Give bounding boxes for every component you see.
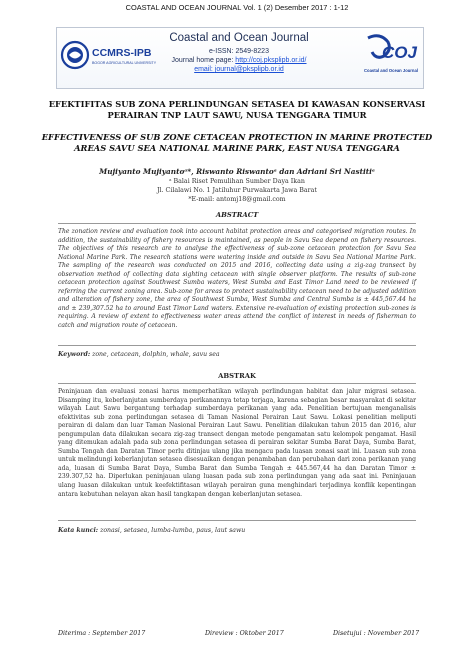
date-reviewed: Direview : Oktober 2017 bbox=[205, 630, 284, 637]
title-english-line1: EFFECTIVENESS OF SUB ZONE CETACEAN PROTECTION IN MARINE PROTECTED bbox=[41, 132, 433, 142]
email-link[interactable]: journal@pksplipb.or.id bbox=[214, 66, 284, 73]
coj-logo-text: COJ bbox=[382, 43, 417, 62]
date-received: Diterima : September 2017 bbox=[58, 630, 146, 637]
abstract-bottom-rule bbox=[58, 345, 416, 346]
katakunci-value: zonasi, setasea, lumba-lumba, paus, laut sawu bbox=[98, 527, 246, 534]
abstract-top-rule bbox=[58, 223, 416, 224]
abstract-heading: ABSTRACT bbox=[215, 211, 259, 219]
coj-logo bbox=[362, 30, 420, 84]
abstrak-heading: ABSTRAK bbox=[218, 372, 256, 380]
date-accepted: Disetujui : November 2017 bbox=[333, 630, 420, 637]
keywords-value: zone, cetacean, dolphin, whale, savu sea bbox=[90, 351, 220, 358]
journal-email bbox=[150, 66, 328, 73]
title-indonesian-line1: EFEKTIFITAS SUB ZONA PERLINDUNGAN SETASEA DI KAWASAN KONSERVASI bbox=[48, 99, 426, 109]
running-head: COASTAL AND OCEAN JOURNAL Vol. 1 (2) Desember 2017 : 1-12 bbox=[125, 3, 349, 12]
abstrak-top-rule bbox=[58, 383, 416, 384]
ccmrs-logo-text: CCMRS-IPB bbox=[92, 47, 152, 59]
katakunci-line bbox=[58, 527, 416, 534]
journal-title: Coastal and Ocean Journal bbox=[169, 32, 309, 44]
ccmrs-logo-subtext: BOGOR AGRICULTURAL UNIVERSITY bbox=[92, 61, 157, 65]
homepage-prefix: Journal home page: bbox=[171, 57, 236, 64]
keywords-label: Keyword: bbox=[58, 351, 91, 358]
abstract-body: The zonation review and evaluation took into account habitat protection areas and categorised migration routes. In addition, the sustainability of fishery resources is maintained, as people in Savu Sea depend on fishery resources. The objectives of this research are to analyse the effectiveness of sub-zone cetacean protection for Savu Sea National Marine Park. The research stations were watering inside and outside in Savu Sea National Marine Park. The sampling of the research was conducted on 2015 and 2016, collecting data using a zig-zag transect by observation method of collecting data sighting cetacean with single observer platform. The results of sub-zone cetacean protection against Southwest Sumba waters, West Sumba and East Timor Land need to be reviewed if referring the current zoning area. Sub-zone for areas to protect sustainability cetacean need to be adjusted addition and alteration of fishery zone, the area of Southwest Sumba, West Sumba and Central Sumba is ± 445,567.44 ha and ± 239,307.52 ha to around East Timor Land waters. Extensive re-evaluation of existing protection sub-zones is requiring. A review of extent to effectiveness water areas attend the conflict of interest in needs of fisherman to catch and migration route of cetacean. bbox=[58, 228, 416, 330]
abstrak-bottom-rule bbox=[58, 520, 416, 521]
katakunci-label: Kata kunci: bbox=[58, 527, 99, 534]
journal-homepage bbox=[150, 57, 328, 64]
affiliation-institute: ᵃ Balai Riset Pemulihan Sumber Daya Ikan bbox=[169, 178, 305, 185]
ccmrs-ipb-logo bbox=[60, 36, 158, 76]
keywords-line bbox=[58, 351, 416, 358]
title-indonesian bbox=[40, 99, 434, 121]
affiliation-address: Jl. Cilalawi No. 1 Jatiluhur Purwakarta Jawa Barat bbox=[157, 187, 317, 194]
journal-eissn: e-ISSN: 2549-8223 bbox=[209, 48, 269, 55]
title-indonesian-line2: PERAIRAN TNP LAUT SAWU, NUSA TENGGARA TIMUR bbox=[107, 110, 367, 120]
abstrak-body: Peninjauan dan evaluasi zonasi harus memperhatikan wilayah perlindungan habitat dan jalur migrasi setasea. Disamping itu, keberlanjutan sumberdaya perikanannya tetap terjaga, karena sebagian besar masyarakat di sekitar wilayah Laut Sawu bergantung terhadap sumberdaya perikanan yang ada. Penelitian bertujuan menganalisis efektivitas sub zona perlindungan setasea di Taman Nasional Perairan Laut Sawu. Lokasi penelitian meliputi perairan di dalam dan luar Taman Nasional Perairan Laut Sawu. Penelitian dilakukan tahun 2015 dan 2016, alur pengumpulan data dilakukan secara zig-zag transect dengan metode pengamatan satu kelompok pengamat. Hasil yang ditemukan adalah pada sub zona perlindungan setasea di perairan sekitar Sumba Barat Daya, Sumba Barat, Sumba Tengah dan Daratan Timor perlu ditinjau ulang jika mengacu pada luasan zonasi saat ini. Luasan sub zona untuk melindungi keberlanjutan setasea disesuaikan dengan penambahan dan perubahan dari zona perikanan yang ada, luasan di Sumba Barat Daya, Sumba Barat dan Sumba Tengah ± 445.567,44 ha dan Daratan Timor ± 239.307,52 ha. Diperlukan peninjauan ulang luasan pada sub zona perlindungan yang ada saat ini. Peninjauan ulang luasan dilakukan untuk keefektifitasan wilayah perairan guna menghindari terjadinya konflik kepentingan antara kebutuhan nelayan akan hasil tangkapan dengan keberlanjutan setasea. bbox=[58, 388, 416, 498]
author-list: Mujiyanto Mujiyantoᵃ*, Riswanto Riswantoᵃ dan Adriani Sri Nastitiᵃ bbox=[99, 167, 375, 176]
title-english-line2: AREAS SAVU SEA NATIONAL MARINE PARK, EAST NUSA TENGGARA bbox=[74, 143, 400, 153]
email-prefix: email: bbox=[194, 66, 215, 73]
title-english bbox=[40, 132, 434, 154]
affiliation-email: *E-mail: antomj18@gmail.com bbox=[188, 196, 286, 203]
homepage-link[interactable]: http://coj.pksplipb.or.id/ bbox=[235, 57, 307, 64]
coj-logo-subtext: Coastal and Ocean Journal bbox=[364, 68, 418, 73]
